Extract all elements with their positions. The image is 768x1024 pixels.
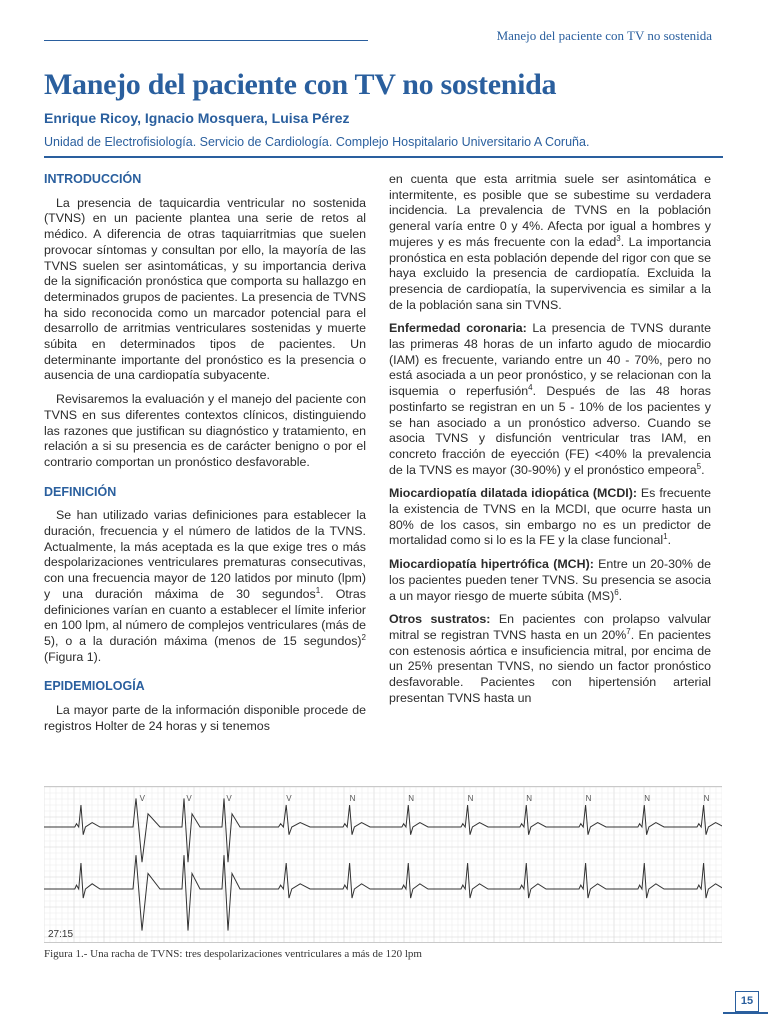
beat-label: V bbox=[226, 794, 232, 803]
section-heading-introduccion: INTRODUCCIÓN bbox=[44, 172, 142, 186]
page-number-rule bbox=[723, 1012, 768, 1014]
paragraph-otros-sustratos: Otros sustratos: En pacientes con prolapso valvular mitral se registran TVNS hasta en un 20%$^7$. En pacientes con estenosis aórtica e insuficiencia mitral, por encima de un 25% presentan TVNS, no siendo un factor pronóstico desfavorable. Pacientes con hipertensión arterial presentan TVNS hasta un bbox=[389, 612, 711, 705]
authors: Enrique Ricoy, Ignacio Mosquera, Luisa Pérez bbox=[44, 110, 350, 126]
beat-label: N bbox=[526, 794, 533, 803]
beat-label: N bbox=[349, 794, 356, 803]
title-rule bbox=[44, 156, 723, 158]
beat-label: N bbox=[467, 794, 474, 803]
time-label: 27:15 bbox=[48, 929, 74, 940]
figure-caption: Figura 1.- Una racha de TVNS: tres despolarizaciones ventriculares a más de 120 lpm bbox=[44, 948, 422, 960]
left-column bbox=[44, 172, 366, 743]
right-column bbox=[389, 172, 711, 715]
paragraph-enfermedad-coronaria: Enfermedad coronaria: La presencia de TVNS durante las primeras 48 horas de un infarto agudo de miocardio (IAM) es frecuente, variando entre un 40 - 70%, pero no está asociada a un peor pronóstico, y se relacionan con la isquemia o reperfusión$^4$. Después de las 48 horas postinfarto se registran en un 5 - 10% de los pacientes y se han asociado a un pronóstico adverso. Cuando se asocia TVNS y disfunción ventricular tras IAM, en concreto fracción de eyección (FE) <40% la prevalencia de la TVNS es mayor (30-90%) y el pronóstico empeora$^5$. bbox=[389, 321, 711, 477]
beat-label: V bbox=[286, 794, 292, 803]
beat-label: N bbox=[703, 794, 710, 803]
epidemiology-paragraph-cont: en cuenta que esta arritmia suele ser asintomática e intermitente, es posible que se subestime su verdadera incidencia. La prevalencia de TVNS en la población general varía entre 0 y 4%. Afecta por igual a hombres y mujeres y es más frecuente con la edad$^3$. La importancia pronóstica en esta población depende del rigor con que se haya excluido la presencia de cardiopatía. Excluida la presencia de cardiopatía, la supervivencia es similar a la de la población sana sin TVNS. bbox=[389, 172, 711, 312]
ecg-figure bbox=[44, 786, 722, 943]
article-title: Manejo del paciente con TV no sostenida bbox=[44, 68, 557, 101]
intro-paragraph-2: Revisaremos la evaluación y el manejo del paciente con TVNS en sus diferentes contextos clínicos, distinguiendo las razones que justifican su diagnóstico y tratamiento, en relación a si su presencia es de carácter benigno o por el contrario comportan un pronóstico desfavorable. bbox=[44, 392, 366, 469]
intro-paragraph-1: La presencia de taquicardia ventricular no sostenida (TVNS) en un paciente plantea una serie de retos al médico. A diferencia de otras taquiarritmias que suelen provocar síntomas y consultan por ello, la mayoría de las TVNS suelen ser asintomáticas, y su importancia deriva de la significación pronóstica que comporta su hallazgo en determinados grupos de pacientes. La presencia de TVNS ha sido reconocida como un marcador potencial para el desarrollo de arritmias ventriculares sostenidas y muerte súbita en determinados tipos de pacientes. Un determinante importante del pronóstico es la presencia o ausencia de una cardiopatía subyacente. bbox=[44, 195, 366, 383]
beat-label: N bbox=[408, 794, 415, 803]
beat-label: N bbox=[585, 794, 592, 803]
beat-label: N bbox=[644, 794, 651, 803]
definition-paragraph: Se han utilizado varias definiciones para establecer la duración, frecuencia y el número de latidos de la TVNS. Actualmente, la más aceptada es la que exige tres o más despolarizaciones ventriculares prematuras consecutivas, con una frecuencia mayor de 120 latidos por minuto (lpm) y una duración máxima de 30 segundos$^1$. Otras definiciones varían en cuanto a establecer el límite inferior en 100 lpm, al número de complejos ventriculares (más de 5), o a la duración máxima (menos de 15 segundos)$^2$ (Figura 1). bbox=[44, 508, 366, 664]
affiliation: Unidad de Electrofisiología. Servicio de Cardiología. Complejo Hospitalario Universitario A Coruña. bbox=[44, 135, 590, 149]
section-heading-definicion: DEFINICIÓN bbox=[44, 484, 117, 499]
header-rule bbox=[44, 40, 368, 41]
page-number: 15 bbox=[735, 991, 759, 1012]
section-heading-epidemiologia: EPIDEMIOLOGÍA bbox=[44, 679, 145, 694]
beat-label: V bbox=[186, 794, 192, 803]
paragraph-mch: Miocardiopatía hipertrófica (MCH): Entre un 20-30% de los pacientes pueden tener TVNS. Su presencia se asocia a un mayor riesgo de muerte súbita (MS)$^6$. bbox=[389, 557, 711, 603]
ecg-strip bbox=[44, 787, 722, 942]
running-head: Manejo del paciente con TV no sostenida bbox=[496, 28, 712, 43]
beat-label: V bbox=[139, 794, 145, 803]
epidemiology-paragraph-start: La mayor parte de la información disponible procede de registros Holter de 24 horas y si tenemos bbox=[44, 703, 366, 733]
paragraph-mcdi: Miocardiopatía dilatada idiopática (MCDI): Es frecuente la existencia de TVNS en la MCDI, que ocurre hasta un 80% de los casos, sin embargo no es un predictor de mortalidad como si lo es la FE y la clase funcional$^1$. bbox=[389, 486, 711, 548]
